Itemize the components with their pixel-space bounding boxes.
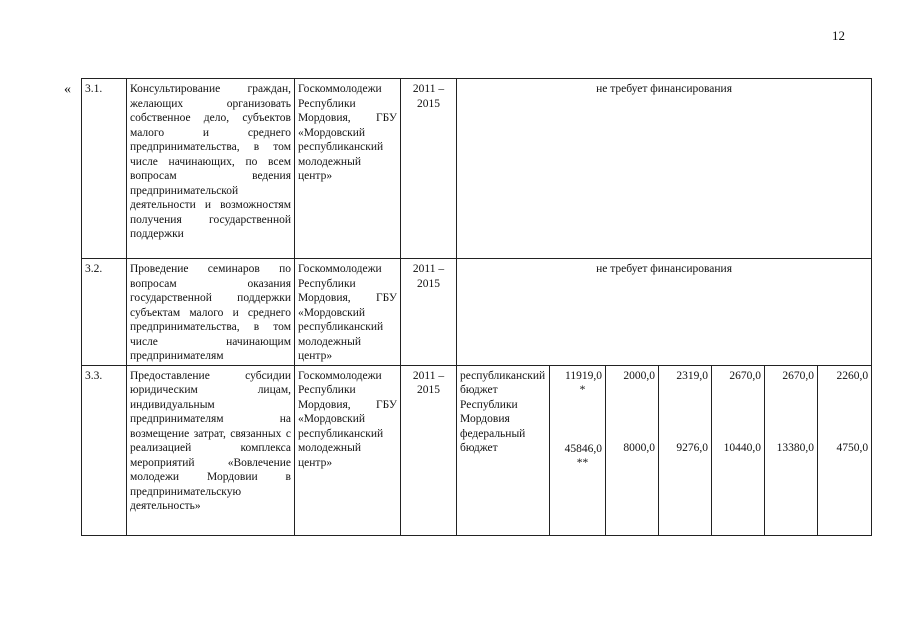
funding-sources: [457, 365, 550, 535]
table-row: [82, 79, 872, 259]
funding-year-cell: [606, 365, 659, 535]
activity-executor: Госкоммолодежи Республики Мордовия, ГБУ «Мордовский республиканский молодежный центр»: [295, 259, 401, 366]
row-number: 3.2.: [82, 259, 127, 366]
activity-period: 2011 – 2015: [401, 259, 457, 366]
opening-quote-mark: «: [64, 82, 71, 97]
funding-total-value: 11919,0: [565, 369, 602, 382]
page-number: 12: [832, 28, 845, 43]
footnote-mark: *: [579, 384, 586, 396]
table-row: [82, 365, 872, 535]
funding-year-value: 2670,0: [782, 369, 814, 382]
activity-executor: Госкоммолодежи Республики Мордовия, ГБУ «Мордовский республиканский молодежный центр»: [295, 79, 401, 259]
row-number: 3.3.: [82, 365, 127, 535]
activity-period: 2011 – 2015: [401, 365, 457, 535]
funding-year-value: 10440,0: [723, 441, 761, 454]
row-number: 3.1.: [82, 79, 127, 259]
activity-period: 2011 – 2015: [401, 79, 457, 259]
funding-source-name: республиканский бюджет Республики Мордовия: [460, 369, 546, 425]
funding-year-value: 13380,0: [776, 441, 814, 454]
funding-note: не требует финансирования: [457, 259, 872, 366]
funding-year-cell: [765, 365, 818, 535]
activity-description: Проведение семинаров по вопросам оказания государственной поддержки субъектам малого и среднего предпринимательства, в том числе начинающим предпринимателям: [127, 259, 295, 366]
funding-year-cell: [818, 365, 872, 535]
funding-year-value: 4750,0: [836, 441, 869, 454]
funding-year-value: 2260,0: [836, 369, 869, 382]
activity-executor: Госкоммолодежи Республики Мордовия, ГБУ «Мордовский республиканский молодежный центр»: [295, 365, 401, 535]
funding-year-value: 2319,0: [676, 369, 708, 382]
funding-total-value: 45846,0: [564, 442, 602, 455]
funding-year-cell: [712, 365, 765, 535]
funding-source-name: федеральный бюджет: [460, 427, 526, 454]
funding-year-cell: [659, 365, 712, 535]
table-row: [82, 259, 872, 366]
funding-year-value: 8000,0: [623, 441, 655, 454]
funding-total: [550, 365, 606, 535]
activity-description: Предоставление субсидии юридическим лицам, индивидуальным предпринимателям на возмещение затрат, связанных с реализацией комплекса мероприятий «Вовлечение молодежи Мордовии в предпринимательскую деятельность»: [127, 365, 295, 535]
funding-year-value: 2670,0: [729, 369, 761, 382]
footnote-mark: **: [576, 457, 589, 469]
funding-year-value: 2000,0: [623, 369, 655, 382]
funding-note: не требует финансирования: [457, 79, 872, 259]
funding-year-value: 9276,0: [676, 441, 708, 454]
activity-description: Консультирование граждан, желающих организовать собственное дело, субъектов малого и среднего предпринимательства, в том числе начинающих, по всем вопросам ведения предпринимательской деятельности и возможностям получения государственной поддержки: [127, 79, 295, 259]
program-activities-table: [81, 78, 872, 536]
